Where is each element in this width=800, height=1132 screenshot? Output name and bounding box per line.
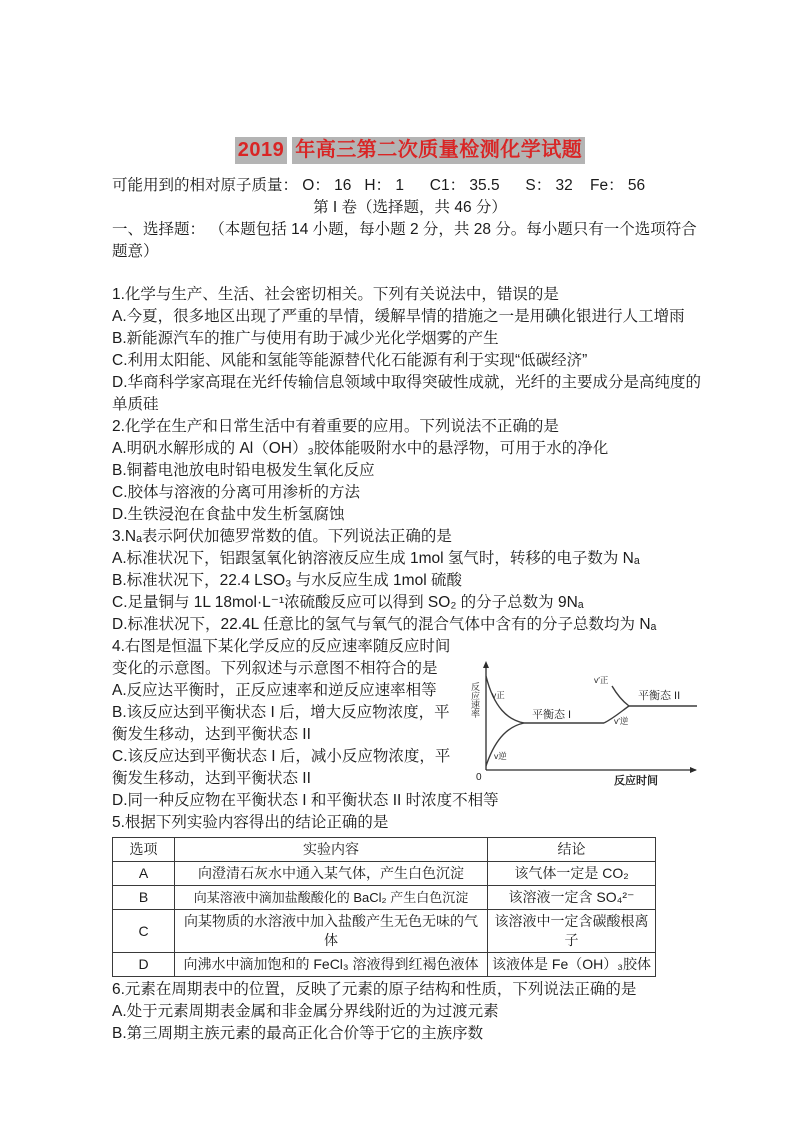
title-text: 年高三第二次质量检测化学试题 (292, 137, 585, 164)
equilibrium2-label: 平衡态 II (638, 690, 681, 702)
option-c: C.胶体与溶液的分离可用渗析的方法 (112, 484, 361, 501)
table-row (113, 886, 656, 910)
page-title (112, 137, 708, 164)
header-conclusion: 结论 (488, 838, 656, 862)
question-stem: 6.元素在周期表中的位置，反映了元素的原子结构和性质，下列说法正确的是 (112, 981, 637, 998)
v-forward-label: v正 (492, 690, 505, 700)
experiment-table (112, 837, 656, 977)
v-forward2-label: v′正 (594, 675, 609, 685)
v-reverse2-label: v′逆 (614, 716, 629, 726)
question-6 (112, 979, 708, 1045)
question-2 (112, 416, 708, 526)
x-axis-label: 反应时间 (614, 775, 658, 786)
table-row (113, 862, 656, 886)
option-a: A.标准状况下，铝跟氢氧化钠溶液反应生成 1mol 氢气时，转移的电子数为 Nₐ (112, 550, 640, 567)
y-axis-label: 反应速率 (470, 682, 480, 718)
option-a: A.反应达平衡时，正反应速率和逆反应速率相等 (112, 682, 437, 699)
option-cell: B (113, 886, 175, 910)
question-5 (112, 812, 708, 977)
rate-time-figure (466, 658, 708, 786)
header-content: 实验内容 (175, 838, 488, 862)
option-cell: A (113, 862, 175, 886)
option-d: D.同一种反应物在平衡状态 I 和平衡状态 II 时浓度不相等 (112, 792, 499, 809)
option-b: B.铜蓄电池放电时铅电极发生氧化反应 (112, 462, 375, 479)
option-a: A.处于元素周期表金属和非金属分界线附近的为过渡元素 (112, 1003, 499, 1020)
question-stem: 2.化学在生产和日常生活中有着重要的应用。下列说法不正确的是 (112, 418, 559, 435)
question-stem: 4.右图是恒温下某化学反应的反应速率随反应时间变化的示意图。下列叙述与示意图不相符合的是 (112, 638, 451, 677)
option-cell: C (113, 910, 175, 953)
option-cell: D (113, 953, 175, 977)
option-b: B.该反应达到平衡状态 I 后，增大反应物浓度，平衡发生移动，达到平衡状态 II (112, 704, 450, 743)
header-option: 选项 (113, 838, 175, 862)
option-b: B.新能源汽车的推广与使用有助于减少光化学烟雾的产生 (112, 330, 499, 347)
content-cell: 向澄清石灰水中通入某气体，产生白色沉淀 (175, 862, 488, 886)
table-header-row (113, 838, 656, 862)
table-row (113, 910, 656, 953)
option-b: B.标准状况下，22.4 LSO₃ 与水反应生成 1mol 硫酸 (112, 572, 462, 589)
conclusion-cell: 该溶液一定含 SO₄²⁻ (488, 886, 656, 910)
section-heading: 一、选择题： （本题包括 14 小题，每小题 2 分，共 28 分。每小题只有一个选项符合题意） (112, 221, 697, 260)
equilibrium1-label: 平衡态 I (532, 709, 572, 721)
question-1 (112, 284, 708, 416)
conclusion-cell: 该液体是 Fe（OH）₃胶体 (488, 953, 656, 977)
blank-line (112, 263, 708, 284)
option-c: C.该反应达到平衡状态 I 后，减小反应物浓度，平衡发生移动，达到平衡状态 II (112, 748, 451, 787)
v-reverse-label: v逆 (494, 751, 507, 761)
forward-rate-curve-2 (612, 686, 629, 706)
conclusion-cell: 该溶液中一定含碳酸根离子 (488, 910, 656, 953)
content-cell: 向某溶液中滴加盐酸酸化的 BaCl₂ 产生白色沉淀 (175, 886, 488, 910)
rate-time-graph (466, 658, 708, 786)
conclusion-cell: 该气体一定是 CO₂ (488, 862, 656, 886)
part-header: 第 I 卷（选择题，共 46 分） (313, 199, 507, 216)
question-stem: 5.根据下列实验内容得出的结论正确的是 (112, 814, 389, 831)
option-c: C.足量铜与 1L 18mol·L⁻¹浓硫酸反应可以得到 SO₂ 的分子总数为 9Nₐ (112, 594, 584, 611)
option-d: D.生铁浸泡在食盐中发生析氢腐蚀 (112, 506, 345, 523)
question-4 (112, 636, 708, 812)
option-d: D.标准状况下，22.4L 任意比的氢气与氧气的混合气体中含有的分子总数均为 Nₐ (112, 616, 657, 633)
atomic-masses-line: 可能用到的相对原子质量： O： 16 H： 1 C1： 35.5 S： 32 Fe： 56 (112, 177, 646, 194)
content-cell: 向某物质的水溶液中加入盐酸产生无色无味的气体 (175, 910, 488, 953)
origin-label: 0 (476, 772, 482, 783)
option-a: A.明矾水解形成的 Al（OH）₃胶体能吸附水中的悬浮物，可用于水的净化 (112, 440, 609, 457)
option-d: D.华商科学家高琨在光纤传输信息领域中取得突破性成就，光纤的主要成分是高纯度的单质硅 (112, 374, 702, 413)
question-stem: 1.化学与生产、生活、社会密切相关。下列有关说法中，错误的是 (112, 286, 559, 303)
option-a: A.今夏，很多地区出现了严重的旱情，缓解旱情的措施之一是用碘化银进行人工增雨 (112, 308, 685, 325)
option-b: B.第三周期主族元素的最高正化合价等于它的主族序数 (112, 1025, 484, 1042)
title-year: 2019 (235, 137, 288, 164)
x-axis-arrow (690, 767, 697, 773)
y-axis-arrow (483, 661, 489, 668)
option-c: C.利用太阳能、风能和氢能等能源替代化石能源有利于实现“低碳经济” (112, 352, 588, 369)
table-row (113, 953, 656, 977)
question-stem: 3.Nₐ表示阿伏加德罗常数的值。下列说法正确的是 (112, 528, 452, 545)
content-cell: 向沸水中滴加饱和的 FeCl₃ 溶液得到红褐色液体 (175, 953, 488, 977)
question-3 (112, 526, 708, 636)
exam-page (112, 0, 708, 1045)
